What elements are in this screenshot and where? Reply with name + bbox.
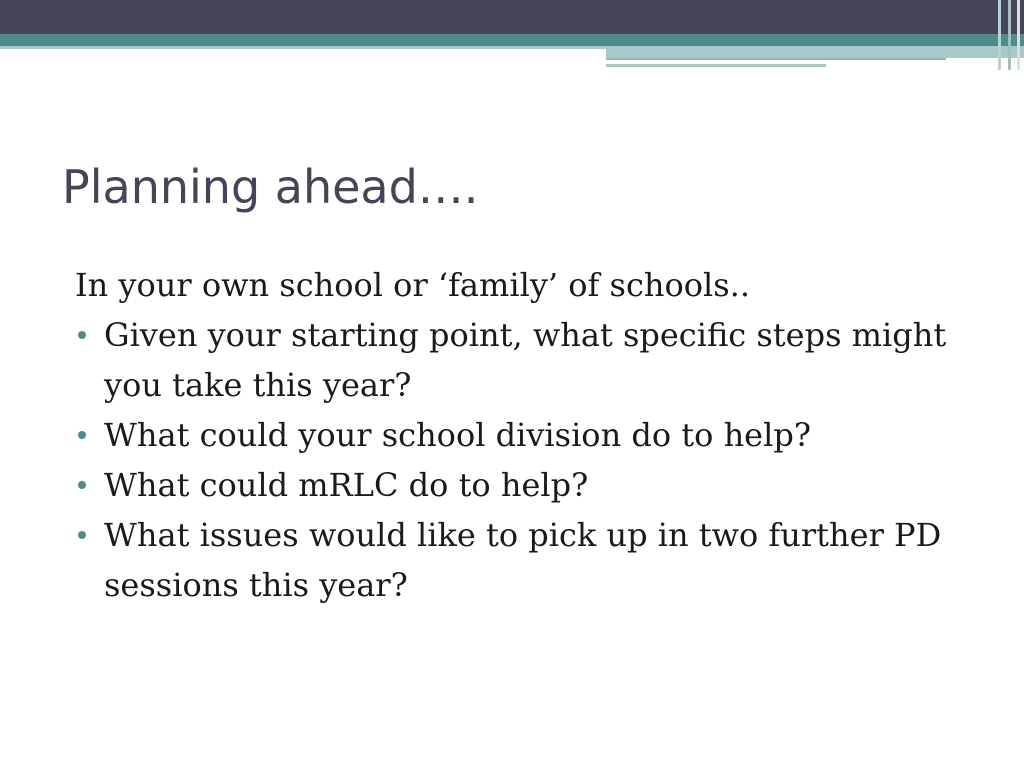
header-vertical-bars [998, 0, 1020, 70]
bullet-item [75, 410, 975, 460]
header-pale-step [606, 46, 1024, 58]
bullet-list [75, 310, 975, 610]
intro-text: In your own school or ‘family’ of schools.. [75, 266, 750, 304]
header-vertical-bar [1017, 0, 1020, 70]
bullet-dot-icon [78, 531, 86, 539]
bullet-dot-icon [78, 481, 86, 489]
slide-title: Planning ahead…. [62, 160, 479, 214]
bullet-dot-icon [78, 331, 86, 339]
header-teal-band [0, 34, 1024, 46]
header-vertical-bar [1008, 0, 1011, 70]
header-vertical-bar [998, 0, 1001, 70]
header-accent-line [606, 58, 946, 60]
bullet-item [75, 310, 975, 410]
slide-body [75, 260, 975, 610]
bullet-item [75, 510, 975, 610]
bullet-dot-icon [78, 431, 86, 439]
bullet-text: Given your starting point, what specific steps might you take this year? [104, 316, 947, 404]
bullet-text: What could your school division do to help? [104, 416, 811, 454]
header-dark-band [0, 0, 1024, 34]
header-accent-line-short [606, 64, 826, 67]
bullet-item [75, 460, 975, 510]
header-pale-line [0, 46, 606, 49]
bullet-text: What issues would like to pick up in two further PD sessions this year? [104, 516, 942, 604]
bullet-text: What could mRLC do to help? [104, 466, 589, 504]
